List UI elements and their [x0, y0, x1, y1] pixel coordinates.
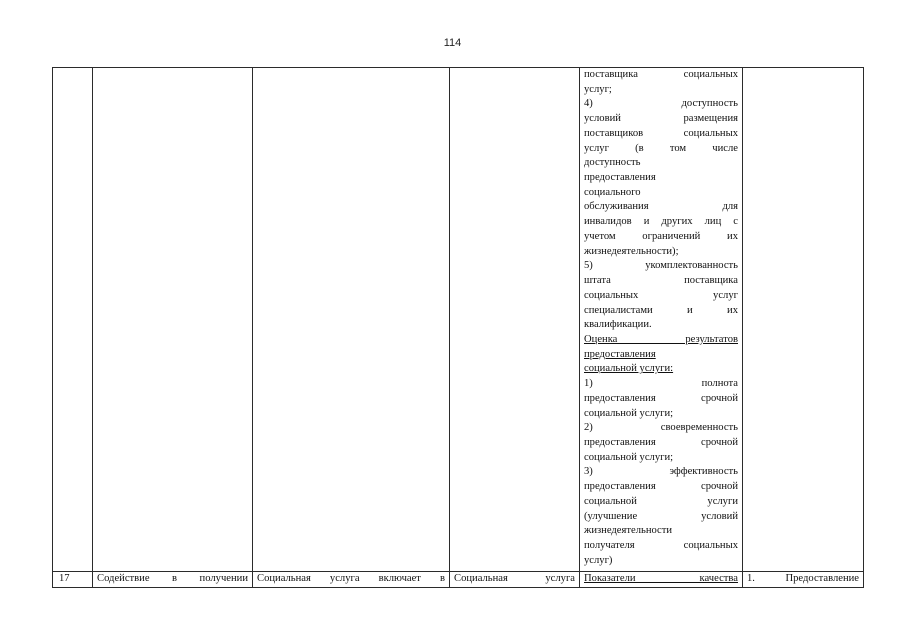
quality-text-line: жизнедеятельности	[584, 525, 673, 537]
quality-text-line: предоставления	[584, 172, 656, 184]
quality-text-line: социальной услуги	[584, 495, 738, 507]
quality-text-line: предоставления срочной	[584, 481, 738, 493]
quality-text-line: 1) полнота	[584, 378, 738, 390]
quality-text-line: услуг;	[584, 83, 612, 95]
row17-quality-indicators: Показатели качества	[580, 572, 743, 588]
quality-text-line: жизнедеятельности);	[584, 245, 679, 257]
quality-text-line: инвалидов и других лиц с	[584, 216, 738, 228]
services-table	[52, 67, 864, 588]
quality-text-line: социальной услуги;	[584, 407, 674, 419]
row17-conditions: 1. Предоставление	[743, 572, 864, 588]
quality-text-line: специалистами и их	[584, 304, 738, 316]
quality-text-line: (улучшение условий	[584, 510, 738, 522]
cell-service-name	[93, 68, 253, 572]
table-row-17	[53, 572, 864, 588]
page-number: 114	[443, 37, 462, 49]
quality-text-line: предоставления срочной	[584, 392, 738, 404]
quality-text-line: Оценка результатов	[584, 333, 738, 345]
quality-text-line: квалификации.	[584, 319, 652, 331]
quality-text-line: услуг (в том числе	[584, 142, 738, 154]
row17-service-description: Социальная услуга включает в	[253, 572, 450, 588]
quality-text-line: условий размещения	[584, 113, 738, 125]
quality-text-line: предоставления срочной	[584, 436, 738, 448]
quality-text-line: штата поставщика	[584, 275, 738, 287]
cell-conditions	[743, 68, 864, 572]
quality-text-line: обслуживания для	[584, 201, 738, 213]
quality-text-line: поставщика социальных	[584, 69, 738, 80]
quality-indicators-text	[584, 68, 738, 568]
quality-text-line: поставщиков социальных	[584, 127, 738, 139]
quality-text-line: социальных услуг	[584, 289, 738, 301]
row17-number: 17	[53, 572, 93, 588]
quality-text-line: 2) своевременность	[584, 422, 738, 434]
quality-text-line: социальной услуги;	[584, 451, 674, 463]
quality-text-line: получателя социальных	[584, 540, 738, 551]
quality-text-line: 3) эффективность	[584, 466, 738, 478]
quality-text-line: предоставления	[584, 348, 656, 360]
quality-text-line: 4) доступность	[584, 98, 738, 110]
quality-text-line: услуг)	[584, 554, 613, 566]
quality-text-line: 5) укомплектованность	[584, 260, 738, 272]
cell-quality-indicators	[580, 68, 743, 572]
quality-text-line: социального	[584, 186, 641, 198]
cell-number	[53, 68, 93, 572]
row17-service-name: Содействие в получении	[93, 572, 253, 588]
quality-text-line: социальной услуги:	[584, 363, 674, 375]
table-row-continuation	[53, 68, 864, 572]
row17-service-term: Социальная услуга	[450, 572, 580, 588]
cell-service-description	[253, 68, 450, 572]
cell-service-term	[450, 68, 580, 572]
quality-text-line: доступность	[584, 157, 641, 169]
quality-text-line: учетом ограничений их	[584, 230, 738, 242]
